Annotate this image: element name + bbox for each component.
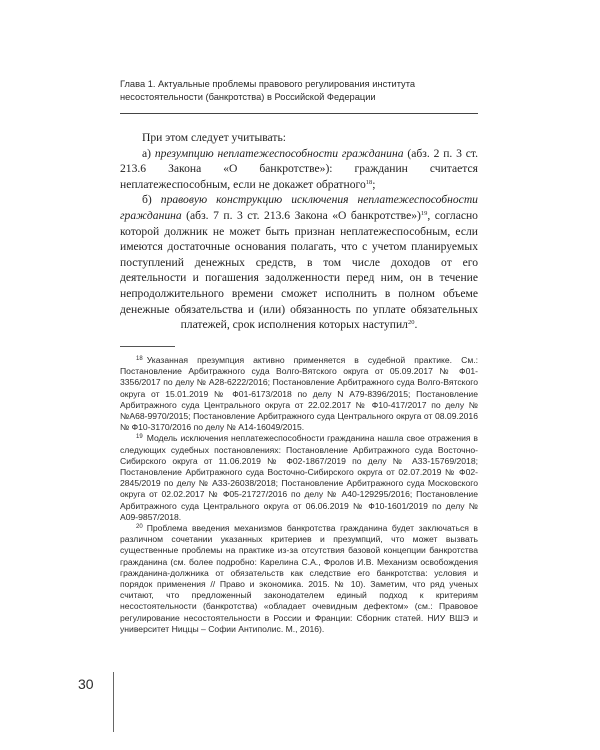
paragraph-intro: При этом следует учитывать: <box>142 131 286 144</box>
item-a-term: презумпцию неплатежеспособности гражданина <box>154 146 404 160</box>
footnote-ref-18[interactable]: 18 <box>365 178 373 186</box>
running-header-line-1: Глава 1. Актуальные проблемы правового регулирования института <box>120 79 416 89</box>
item-b-text: (абз. 7 п. 3 ст. 213.6 Закона «О банкротстве») <box>181 208 421 222</box>
main-text <box>120 130 478 333</box>
footnotes <box>120 355 478 635</box>
footnote-text: Проблема введения механизмов банкротства гражданина будет заключаться в различном сочетании указанных критериев и презумпций, что может вызвать существенные проблемы на практике из-за отсутствия базовой концепции банкротства гражданина (см. более подробно: Карелина С.А., Фролов И.В. Механизм освобождения гражданина-должника от обязательств как следствие его банкротства: условия и порядок применения // Право и экономика. 2015. № 10). Заметим, что ряд ученых считают, что предложенный законодателем единый подход к критериям несостоятельности (банкротства) «обладает очевидным дефектом» (см.: Правовое регулирование несостоятельности в России и Франции: Сборник статей. НИУ ВШЭ и университет Ниццы – Софии Антиполис. М., 2016). <box>120 523 478 634</box>
footnote-text: Модель исключения неплатежеспособности гражданина нашла свое отражения в следующих судебных постановлениях: Постановление Арбитражного суда Восточно-Сибирского округа от 11.06.2019 № Ф02-1867/2019 по делу № А33-15769/2018; Постановление Арбитражного суда Восточно-Сибирского округа от 02.07.2019 № Ф02-2845/2019 по делу № А33-26038/2018; Постановление Арбитражного суда Московского округа от 02.02.2017 № Ф05-21727/2016 по делу № А40-129295/2016; Постановление Арбитражного суда Центрального округа от 06.06.2019 № Ф10-1601/2019 по делу № А09-9857/2018. <box>120 433 478 522</box>
footnote-number: 20 <box>136 524 143 531</box>
running-header <box>120 78 480 104</box>
page-number: 30 <box>78 676 94 692</box>
footnote <box>120 523 478 635</box>
footnote-separator <box>120 346 175 347</box>
header-divider <box>120 113 478 114</box>
item-b-end: . <box>414 318 418 332</box>
item-b-prefix: б) <box>142 193 161 207</box>
item-a-text: (абз. 2 п. 3 ст. 213.6 Закона «О банкротстве»): гражданин считается неплатежеспособным, если не докажет обратного <box>120 146 479 191</box>
footnote <box>120 355 478 433</box>
running-header-line-2: несостоятельности (банкротства) в Российской Федерации <box>120 92 376 102</box>
item-a-end: ; <box>372 177 376 191</box>
paragraph-a <box>120 146 478 193</box>
footnote-number: 19 <box>136 434 143 441</box>
item-b-term: правовую конструкцию исключения неплатежеспособности гражданина <box>120 193 478 222</box>
footnote-text: Указанная презумпция активно применяется в судебной практике. См.: Постановление Арбитражного суда Волго-Вятского округа от 05.09.2017 № Ф01-3356/2017 по делу № А28-6222/2016; Постановление Арбитражного суда Волго-Вятского округа от 15.01.2019 № Ф01-6173/2018 по делу N А79-8396/2015; Постановление Арбитражного суда Центрального округа от 22.02.2017 № Ф10-417/2017 по делу №№А68-9970/2015; Постановление Арбитражного суда Центрального округа от 08.09.2016 № Ф10-3170/2016 по делу № А14-16049/2015. <box>120 355 478 433</box>
margin-rule <box>113 672 114 732</box>
footnote <box>120 433 478 523</box>
footnote-number: 18 <box>136 356 143 362</box>
item-b-rest: , согласно которой должник не может быть признан неплатежеспособным, если имеются достаточные основания полагать, что с учетом планируемых поступлений денежных средств, в том числе доходов от его деятельности и погашения задолженности перед ним, он в течение непродолжительного времени сможет исполнить в полном объеме денежные обязательства и (или) обязанность по уплате обязательных платежей, срок исполнения которых наступил <box>120 208 478 332</box>
footnote-ref-19[interactable]: 19 <box>420 209 428 217</box>
footnote-ref-20[interactable]: 20 <box>407 319 415 327</box>
paragraph-b <box>120 192 478 332</box>
item-a-prefix: а) <box>142 146 155 160</box>
